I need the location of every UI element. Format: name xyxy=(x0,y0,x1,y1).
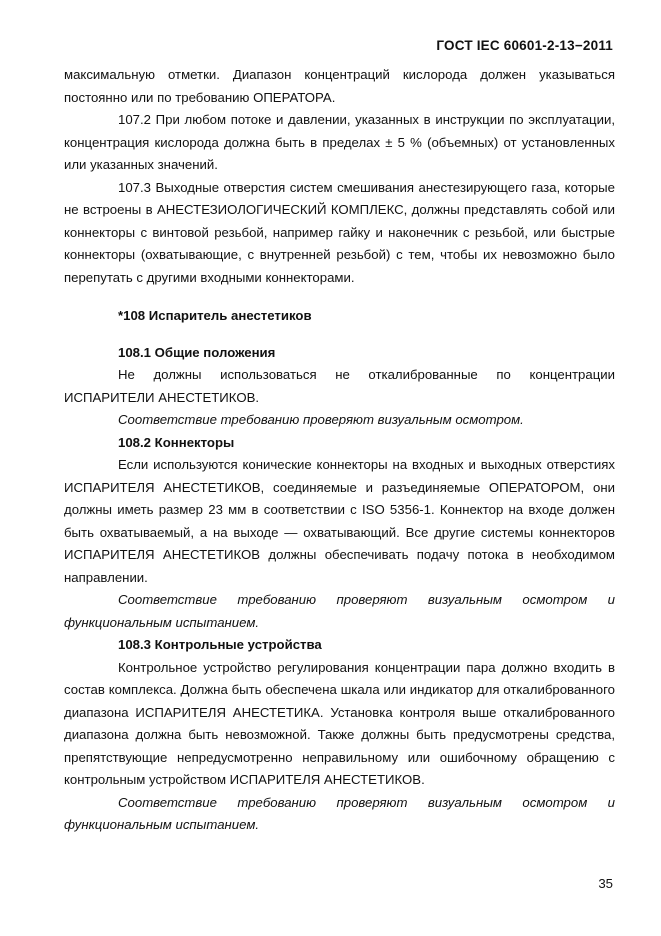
compliance-note-108-2: Соответствие требованию проверяют визуальным осмотром и функциональным испытанием. xyxy=(64,592,615,630)
paragraph-continuation-line-2: постоянно или по требованию ОПЕРАТОРА. xyxy=(64,89,336,105)
compliance-note-108-3: Соответствие требованию проверяют визуальным осмотром и функциональным испытанием. xyxy=(64,794,615,832)
paragraph-107-3: 107.3 Выходные отверстия систем смешивания анестезирующего газа, которые не встроены в АНЕСТЕЗИОЛОГИЧЕСКИЙ КОМПЛЕКС, должны представлять собой или коннекторы с винтовой резьбой, например гайку и наконечник с резьбой, или быстрые коннекторы (охватывающие, с внутренней резьбой) с тем, чтобы их невозможно было перепутать с другими входными коннекторами. xyxy=(64,179,615,285)
section-heading-108: *108 Испаритель анестетиков xyxy=(118,308,312,323)
paragraph-108-2: Если используются конические коннекторы на входных и выходных отверстиях ИСПАРИТЕЛЯ АНЕСТЕТИКОВ, соединяемые и разъединяемые ОПЕРАТОРОМ, они должны иметь размер 23 мм в соответствии с ISO 5356-1. Коннектор на входе должен быть охватываемый, а на выходе — охватывающий. Все другие системы коннекторов ИСПАРИТЕЛЯ АНЕСТЕТИКОВ должны обеспечивать подачу потока в необходимом направлении. xyxy=(64,457,615,585)
subsection-heading-108-3: 108.3 Контрольные устройства xyxy=(118,637,322,652)
page-number: 35 xyxy=(598,876,613,891)
document-body xyxy=(64,64,615,837)
compliance-note-108-1: Соответствие требованию проверяют визуальным осмотром. xyxy=(118,412,524,427)
paragraph-107-2: 107.2 При любом потоке и давлении, указанных в инструкции по эксплуатации, концентрация кислорода должна быть в пределах ± 5 % (объемных) от установленных или указанных значений. xyxy=(64,112,615,172)
subsection-heading-108-1: 108.1 Общие положения xyxy=(118,344,276,360)
paragraph-108-3: Контрольное устройство регулирования концентрации пара должно входить в состав комплекса. Должна быть обеспечена шкала или индикатор для откалиброванного диапазона ИСПАРИТЕЛЯ АНЕСТЕТИКА. Установка контроля выше откалиброванного диапазона должна быть невозможной. Также должны быть предусмотрены средства, препятствующие непредусмотренно неправильному или ошибочному обращению с контрольным устройством ИСПАРИТЕЛЯ АНЕСТЕТИКОВ. xyxy=(64,659,615,787)
document-id-header: ГОСТ IEC 60601-2-13−2011 xyxy=(436,38,613,53)
paragraph-108-1: Не должны использоваться не откалиброванные по концентрации ИСПАРИТЕЛИ АНЕСТЕТИКОВ. xyxy=(64,367,615,405)
paragraph-continuation-line-1: максимальную отметки. Диапазон концентраций кислорода должен указываться xyxy=(64,67,615,82)
subsection-heading-108-2: 108.2 Коннекторы xyxy=(118,434,235,450)
